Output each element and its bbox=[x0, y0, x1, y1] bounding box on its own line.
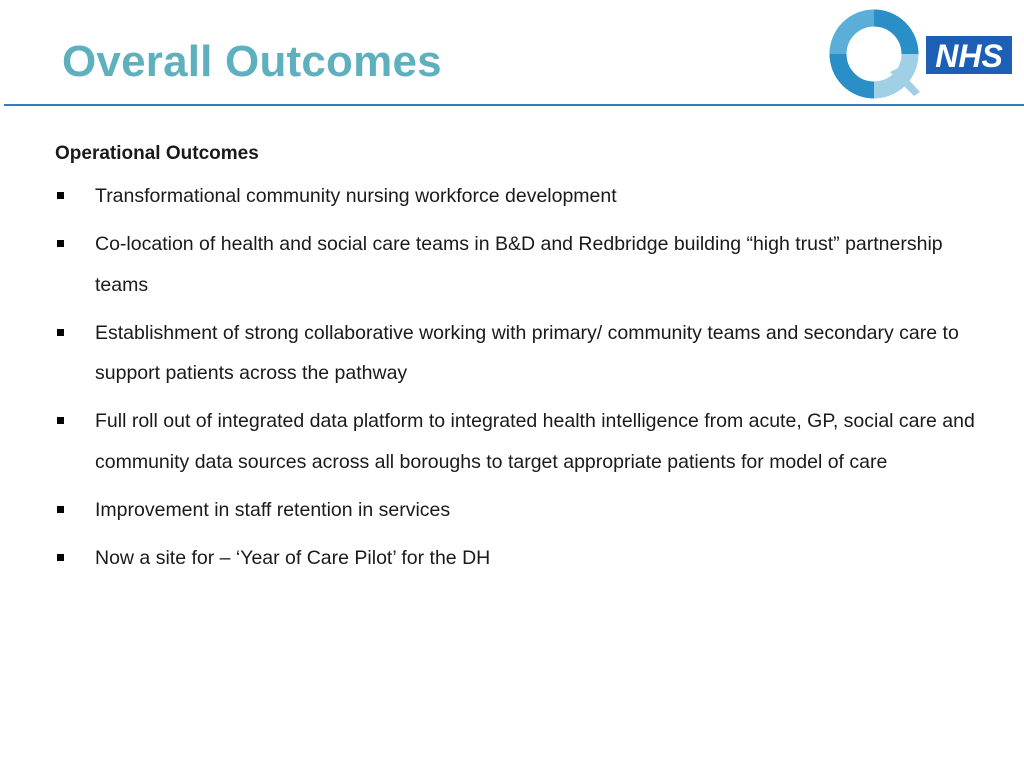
list-item bbox=[55, 313, 975, 394]
square-bullet-icon bbox=[57, 240, 64, 247]
square-bullet-icon bbox=[57, 506, 64, 513]
title-divider bbox=[4, 104, 1024, 106]
bullet-text: Transformational community nursing workforce development bbox=[95, 185, 617, 207]
content-area bbox=[55, 142, 975, 586]
bullet-text: Improvement in staff retention in services bbox=[95, 498, 451, 521]
bullet-text: Full roll out of integrated data platform to integrated health intelligence from acute, GP, social care and community data sources across all boroughs to target appropriate patients for model of care bbox=[95, 410, 975, 473]
square-bullet-icon bbox=[57, 192, 64, 199]
list-item bbox=[55, 224, 975, 305]
bullet-text: Co-location of health and social care teams in B&D and Redbridge building “high trust” partnership teams bbox=[95, 233, 943, 296]
q-ring-icon bbox=[838, 18, 920, 96]
square-bullet-icon bbox=[57, 329, 64, 336]
nhs-badge bbox=[926, 36, 1012, 74]
bullet-text: Establishment of strong collaborative working with primary/ community teams and secondary care to support patients across the pathway bbox=[95, 321, 959, 384]
square-bullet-icon bbox=[57, 554, 64, 561]
list-item bbox=[55, 401, 975, 482]
list-item bbox=[55, 538, 975, 579]
nhs-q-logo bbox=[826, 6, 1016, 102]
section-heading: Operational Outcomes bbox=[55, 143, 259, 164]
bullet-text: Now a site for – ‘Year of Care Pilot’ for the DH bbox=[95, 546, 491, 569]
bullet-list bbox=[55, 176, 975, 578]
list-item bbox=[55, 176, 975, 217]
list-item bbox=[55, 490, 975, 531]
square-bullet-icon bbox=[57, 417, 64, 424]
slide-title: Overall Outcomes bbox=[62, 37, 442, 86]
nhs-badge-text: NHS bbox=[935, 38, 1003, 74]
